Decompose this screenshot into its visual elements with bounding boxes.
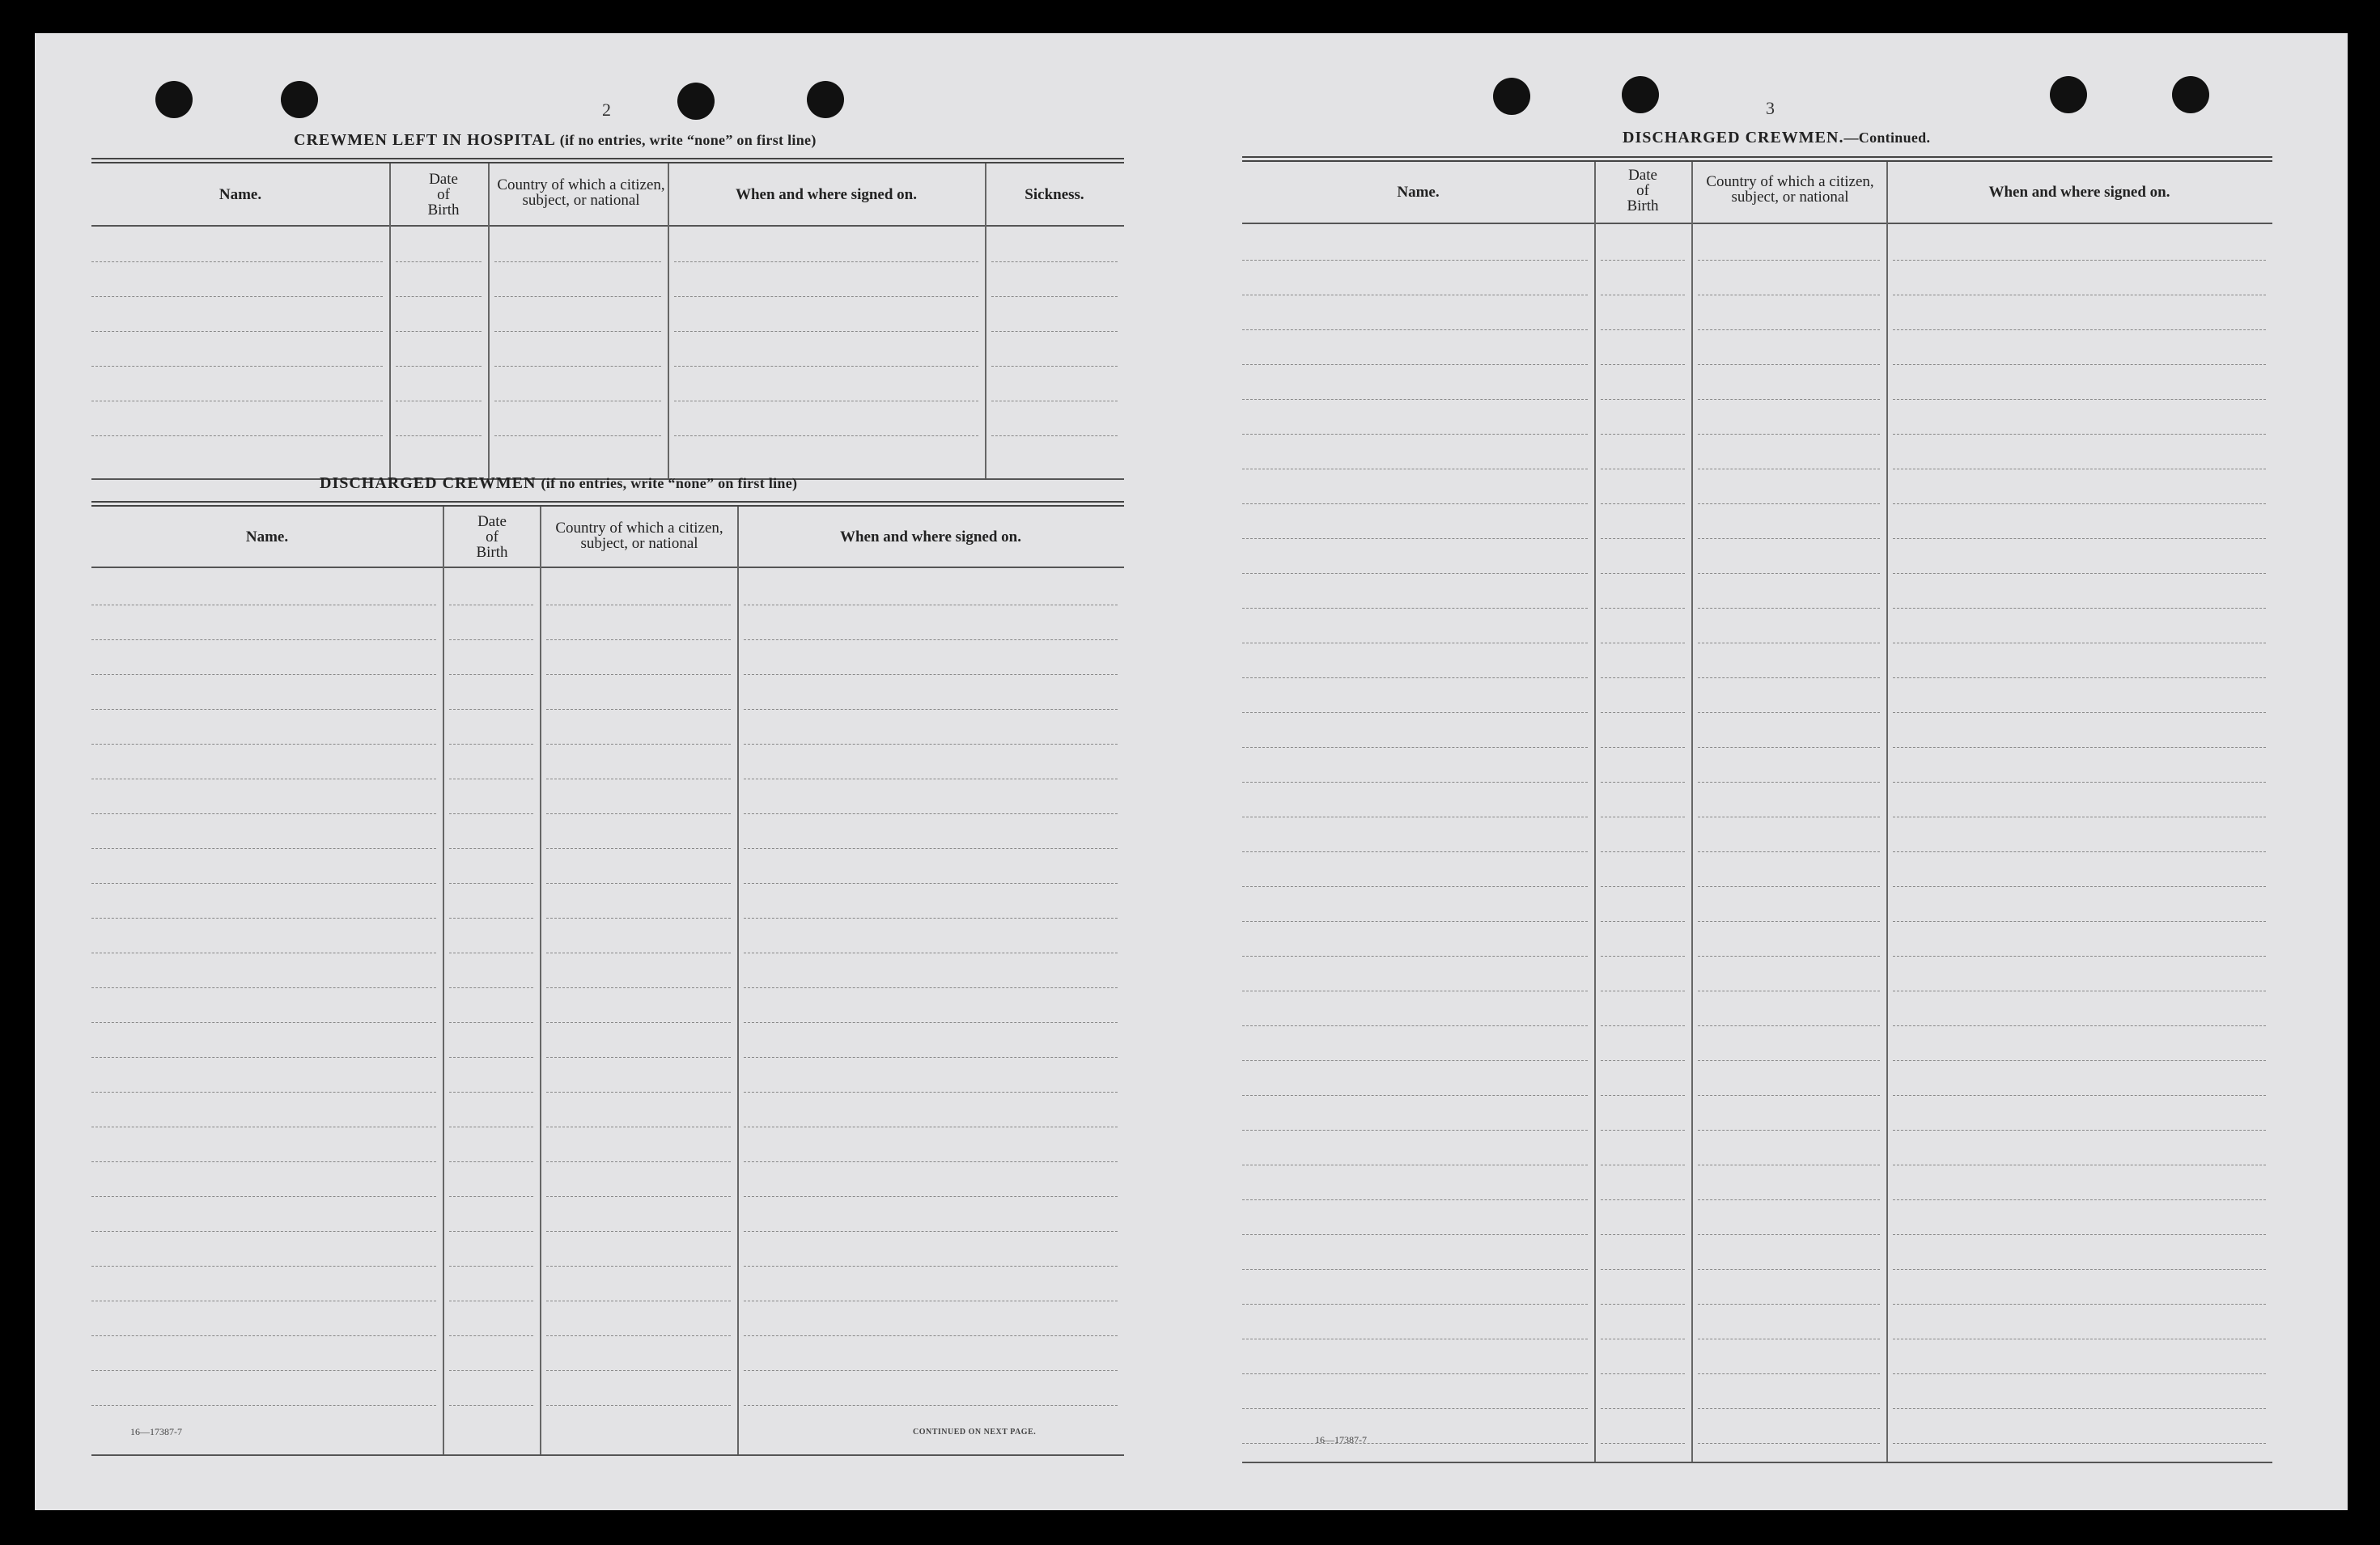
entry-line bbox=[1893, 956, 2266, 957]
entry-line bbox=[1698, 399, 1880, 400]
column-header-country: Country of which a citizen, subject, or national bbox=[497, 176, 665, 209]
discharged-continued-table bbox=[1242, 156, 2272, 1463]
entry-line bbox=[1698, 1199, 1880, 1200]
entry-line bbox=[546, 848, 731, 849]
entry-line bbox=[91, 296, 383, 297]
entry-line bbox=[1893, 538, 2266, 539]
entry-line bbox=[91, 639, 436, 640]
entry-line bbox=[744, 848, 1118, 849]
entry-line bbox=[1601, 329, 1685, 330]
entry-line bbox=[1893, 921, 2266, 922]
entry-line bbox=[449, 1335, 533, 1336]
entry-line bbox=[744, 1231, 1118, 1232]
entry-line bbox=[91, 1057, 436, 1058]
entry-line bbox=[546, 1092, 731, 1093]
entry-line bbox=[744, 987, 1118, 988]
punch-hole bbox=[281, 81, 318, 118]
page-number: 3 bbox=[1766, 98, 1775, 118]
entry-line bbox=[546, 744, 731, 745]
column-header-date-of-birth: Date of Birth bbox=[476, 512, 508, 561]
entry-line bbox=[1242, 956, 1588, 957]
entry-line bbox=[1698, 1060, 1880, 1061]
column-header-country: Country of which a citizen, subject, or national bbox=[555, 520, 723, 552]
entry-line bbox=[1601, 1304, 1685, 1305]
column-header-signed-on: When and where signed on. bbox=[1988, 184, 2170, 201]
entry-line bbox=[1893, 399, 2266, 400]
entry-line bbox=[546, 883, 731, 884]
entry-line bbox=[546, 1266, 731, 1267]
section-title-note: (if no entries, write “none” on first line) bbox=[559, 132, 817, 148]
entry-line bbox=[674, 331, 978, 332]
entry-line bbox=[1893, 260, 2266, 261]
entry-line bbox=[1601, 1060, 1685, 1061]
column-header-date-of-birth: Date of Birth bbox=[427, 170, 460, 219]
entry-line bbox=[1601, 260, 1685, 261]
entry-line bbox=[744, 1370, 1118, 1371]
punch-hole bbox=[1622, 76, 1659, 113]
entry-line bbox=[1601, 712, 1685, 713]
entry-line bbox=[449, 1161, 533, 1162]
form-sheet bbox=[35, 33, 2348, 1510]
entry-line bbox=[1601, 573, 1685, 574]
entry-line bbox=[91, 331, 383, 332]
table-top-rule bbox=[91, 158, 1124, 163]
entry-line bbox=[1698, 538, 1880, 539]
table-header-rule bbox=[1242, 223, 2272, 224]
entry-line bbox=[1893, 851, 2266, 852]
entry-line bbox=[91, 813, 436, 814]
entry-line bbox=[1601, 1234, 1685, 1235]
entry-line bbox=[744, 883, 1118, 884]
entry-line bbox=[1601, 1443, 1685, 1444]
hospital-table bbox=[91, 158, 1124, 480]
entry-line bbox=[91, 1231, 436, 1232]
entry-line bbox=[1242, 434, 1588, 435]
entry-line bbox=[1893, 573, 2266, 574]
entry-line bbox=[1893, 329, 2266, 330]
entry-line bbox=[674, 261, 978, 262]
form-code: 16—17387-7 bbox=[130, 1426, 182, 1437]
entry-line bbox=[1601, 364, 1685, 365]
entry-line bbox=[91, 1196, 436, 1197]
punch-hole bbox=[155, 81, 193, 118]
entry-line bbox=[1698, 329, 1880, 330]
punch-hole bbox=[2050, 76, 2087, 113]
entry-line bbox=[1893, 1234, 2266, 1235]
column-header-signed-on: When and where signed on. bbox=[735, 185, 917, 203]
entry-line bbox=[396, 296, 482, 297]
entry-line bbox=[91, 709, 436, 710]
entry-line bbox=[1698, 434, 1880, 435]
section-title-main: DISCHARGED CREWMEN bbox=[320, 474, 537, 492]
entry-line bbox=[1601, 1408, 1685, 1409]
column-header-name: Name. bbox=[1397, 184, 1440, 201]
section-title-main: DISCHARGED CREWMEN. bbox=[1623, 129, 1844, 146]
entry-line bbox=[449, 674, 533, 675]
entry-line bbox=[1242, 1095, 1588, 1096]
punch-hole bbox=[807, 81, 844, 118]
entry-line bbox=[91, 1161, 436, 1162]
entry-line bbox=[546, 639, 731, 640]
entry-line bbox=[1601, 886, 1685, 887]
entry-line bbox=[546, 1196, 731, 1197]
entry-line bbox=[1893, 1304, 2266, 1305]
column-divider bbox=[1691, 162, 1693, 1462]
column-header-signed-on: When and where signed on. bbox=[839, 528, 1021, 545]
entry-line bbox=[1698, 1373, 1880, 1374]
entry-line bbox=[1242, 1269, 1588, 1270]
entry-line bbox=[449, 744, 533, 745]
column-divider bbox=[389, 163, 391, 478]
entry-line bbox=[91, 1405, 436, 1406]
entry-line bbox=[1893, 747, 2266, 748]
entry-line bbox=[674, 366, 978, 367]
column-divider bbox=[737, 507, 739, 1454]
entry-line bbox=[1698, 364, 1880, 365]
entry-line bbox=[546, 674, 731, 675]
entry-line bbox=[1893, 712, 2266, 713]
entry-line bbox=[1698, 503, 1880, 504]
entry-line bbox=[1242, 399, 1588, 400]
entry-line bbox=[1698, 677, 1880, 678]
entry-line bbox=[546, 1231, 731, 1232]
entry-line bbox=[1698, 1095, 1880, 1096]
column-header-name: Name. bbox=[218, 185, 262, 203]
entry-line bbox=[91, 435, 383, 436]
entry-line bbox=[1893, 608, 2266, 609]
entry-line bbox=[991, 296, 1118, 297]
entry-line bbox=[1601, 1199, 1685, 1200]
entry-line bbox=[1893, 1060, 2266, 1061]
form-code: 16—17387-7 bbox=[1315, 1434, 1367, 1445]
entry-line bbox=[546, 987, 731, 988]
entry-line bbox=[1698, 1269, 1880, 1270]
entry-line bbox=[91, 1022, 436, 1023]
entry-line bbox=[1601, 921, 1685, 922]
entry-line bbox=[449, 639, 533, 640]
entry-line bbox=[1242, 260, 1588, 261]
entry-line bbox=[744, 744, 1118, 745]
column-divider bbox=[1594, 162, 1596, 1462]
entry-line bbox=[494, 261, 661, 262]
entry-line bbox=[1698, 1304, 1880, 1305]
entry-line bbox=[449, 1092, 533, 1093]
entry-line bbox=[396, 261, 482, 262]
entry-line bbox=[1698, 782, 1880, 783]
column-divider bbox=[540, 507, 541, 1454]
entry-line bbox=[546, 1335, 731, 1336]
entry-line bbox=[1893, 434, 2266, 435]
entry-line bbox=[449, 987, 533, 988]
entry-line bbox=[1601, 399, 1685, 400]
entry-line bbox=[1601, 677, 1685, 678]
entry-line bbox=[744, 1022, 1118, 1023]
entry-line bbox=[91, 987, 436, 988]
column-header-sickness: Sickness. bbox=[1025, 185, 1084, 203]
entry-line bbox=[546, 1370, 731, 1371]
entry-line bbox=[1601, 1130, 1685, 1131]
entry-line bbox=[396, 331, 482, 332]
entry-line bbox=[1601, 782, 1685, 783]
entry-line bbox=[1242, 851, 1588, 852]
entry-line bbox=[1698, 851, 1880, 852]
entry-line bbox=[1242, 782, 1588, 783]
column-divider bbox=[443, 507, 444, 1454]
entry-line bbox=[1698, 921, 1880, 922]
entry-line bbox=[449, 1022, 533, 1023]
table-header-rule bbox=[91, 225, 1124, 227]
page-number: 2 bbox=[602, 100, 611, 120]
entry-line bbox=[1601, 1095, 1685, 1096]
table-top-rule bbox=[91, 501, 1124, 507]
entry-line bbox=[744, 1161, 1118, 1162]
entry-line bbox=[1698, 956, 1880, 957]
entry-line bbox=[494, 366, 661, 367]
entry-line bbox=[1698, 1130, 1880, 1131]
discharged-section-title bbox=[320, 474, 797, 493]
continued-note: CONTINUED ON NEXT PAGE. bbox=[913, 1428, 1037, 1437]
entry-line bbox=[1893, 886, 2266, 887]
entry-line bbox=[1893, 1443, 2266, 1444]
entry-line bbox=[991, 366, 1118, 367]
section-title-main: CREWMEN LEFT IN HOSPITAL bbox=[294, 131, 555, 149]
column-divider bbox=[1886, 162, 1888, 1462]
entry-line bbox=[396, 366, 482, 367]
entry-line bbox=[1601, 1025, 1685, 1026]
entry-line bbox=[1242, 573, 1588, 574]
entry-line bbox=[91, 1335, 436, 1336]
entry-line bbox=[449, 883, 533, 884]
entry-line bbox=[91, 848, 436, 849]
entry-line bbox=[1242, 608, 1588, 609]
entry-line bbox=[1242, 1234, 1588, 1235]
entry-line bbox=[91, 674, 436, 675]
entry-line bbox=[991, 331, 1118, 332]
entry-line bbox=[1893, 1025, 2266, 1026]
entry-line bbox=[1698, 608, 1880, 609]
discharged-table bbox=[91, 501, 1124, 1456]
entry-line bbox=[546, 1057, 731, 1058]
entry-line bbox=[1601, 1269, 1685, 1270]
column-header-name: Name. bbox=[245, 528, 289, 545]
entry-line bbox=[674, 435, 978, 436]
left-page bbox=[35, 33, 1200, 1510]
entry-line bbox=[1242, 747, 1588, 748]
entry-line bbox=[744, 1405, 1118, 1406]
entry-line bbox=[674, 296, 978, 297]
entry-line bbox=[1242, 886, 1588, 887]
entry-line bbox=[494, 331, 661, 332]
entry-line bbox=[1601, 608, 1685, 609]
entry-line bbox=[494, 296, 661, 297]
punch-hole bbox=[1493, 78, 1530, 115]
entry-line bbox=[744, 639, 1118, 640]
entry-line bbox=[449, 1196, 533, 1197]
entry-line bbox=[744, 1057, 1118, 1058]
entry-line bbox=[449, 709, 533, 710]
entry-line bbox=[91, 1092, 436, 1093]
entry-line bbox=[546, 813, 731, 814]
entry-line bbox=[449, 1231, 533, 1232]
entry-line bbox=[1893, 364, 2266, 365]
entry-line bbox=[1893, 1269, 2266, 1270]
entry-line bbox=[91, 918, 436, 919]
entry-line bbox=[991, 261, 1118, 262]
entry-line bbox=[744, 709, 1118, 710]
entry-line bbox=[449, 1370, 533, 1371]
entry-line bbox=[1893, 1199, 2266, 1200]
discharged-continued-title bbox=[1623, 129, 1930, 147]
entry-line bbox=[546, 1022, 731, 1023]
entry-line bbox=[1601, 538, 1685, 539]
table-top-rule bbox=[1242, 156, 2272, 162]
entry-line bbox=[91, 744, 436, 745]
punch-hole bbox=[677, 83, 715, 120]
entry-line bbox=[1698, 886, 1880, 887]
column-header-country: Country of which a citizen, subject, or national bbox=[1706, 173, 1874, 206]
entry-line bbox=[744, 813, 1118, 814]
entry-line bbox=[1601, 851, 1685, 852]
entry-line bbox=[1242, 1408, 1588, 1409]
entry-line bbox=[1698, 1025, 1880, 1026]
entry-line bbox=[1242, 364, 1588, 365]
entry-line bbox=[1698, 747, 1880, 748]
entry-line bbox=[91, 261, 383, 262]
entry-line bbox=[744, 918, 1118, 919]
entry-line bbox=[449, 813, 533, 814]
table-header-rule bbox=[91, 567, 1124, 568]
entry-line bbox=[744, 1335, 1118, 1336]
section-title-note: (if no entries, write “none” on first line) bbox=[541, 475, 798, 491]
entry-line bbox=[1242, 677, 1588, 678]
entry-line bbox=[1242, 1130, 1588, 1131]
entry-line bbox=[1242, 1025, 1588, 1026]
entry-line bbox=[1698, 1408, 1880, 1409]
entry-line bbox=[91, 1266, 436, 1267]
entry-line bbox=[91, 1370, 436, 1371]
entry-line bbox=[1242, 329, 1588, 330]
column-divider bbox=[488, 163, 490, 478]
right-page bbox=[1200, 33, 2348, 1510]
entry-line bbox=[1893, 503, 2266, 504]
entry-line bbox=[1893, 677, 2266, 678]
column-header-date-of-birth: Date of Birth bbox=[1627, 166, 1659, 214]
entry-line bbox=[1242, 712, 1588, 713]
entry-line bbox=[1242, 1443, 1588, 1444]
entry-line bbox=[546, 1161, 731, 1162]
entry-line bbox=[1698, 1234, 1880, 1235]
entry-line bbox=[1242, 921, 1588, 922]
entry-line bbox=[1242, 503, 1588, 504]
entry-line bbox=[1601, 747, 1685, 748]
entry-line bbox=[744, 1092, 1118, 1093]
entry-line bbox=[1242, 1304, 1588, 1305]
entry-line bbox=[744, 1196, 1118, 1197]
entry-line bbox=[449, 1405, 533, 1406]
entry-line bbox=[1601, 1373, 1685, 1374]
entry-line bbox=[449, 1266, 533, 1267]
entry-line bbox=[1698, 1443, 1880, 1444]
entry-line bbox=[1698, 573, 1880, 574]
entry-line bbox=[1242, 1060, 1588, 1061]
entry-line bbox=[991, 435, 1118, 436]
entry-line bbox=[1893, 1130, 2266, 1131]
entry-line bbox=[546, 1405, 731, 1406]
section-title-note: —Continued. bbox=[1843, 129, 1931, 146]
entry-line bbox=[1893, 1373, 2266, 1374]
entry-line bbox=[1893, 1095, 2266, 1096]
entry-line bbox=[1698, 260, 1880, 261]
entry-line bbox=[449, 918, 533, 919]
entry-line bbox=[449, 1057, 533, 1058]
entry-line bbox=[1698, 712, 1880, 713]
entry-line bbox=[91, 366, 383, 367]
entry-line bbox=[449, 848, 533, 849]
entry-line bbox=[1893, 1408, 2266, 1409]
entry-line bbox=[1242, 1373, 1588, 1374]
table-bottom-rule bbox=[1242, 1462, 2272, 1463]
entry-line bbox=[91, 883, 436, 884]
entry-line bbox=[1601, 503, 1685, 504]
entry-line bbox=[744, 1266, 1118, 1267]
entry-line bbox=[1242, 1199, 1588, 1200]
entry-line bbox=[744, 674, 1118, 675]
entry-line bbox=[546, 709, 731, 710]
punch-hole bbox=[2172, 76, 2209, 113]
hospital-section-title bbox=[294, 131, 817, 150]
entry-line bbox=[1601, 434, 1685, 435]
entry-line bbox=[1893, 782, 2266, 783]
entry-line bbox=[494, 435, 661, 436]
table-bottom-rule bbox=[91, 1454, 1124, 1456]
entry-line bbox=[396, 435, 482, 436]
entry-line bbox=[1242, 538, 1588, 539]
entry-line bbox=[546, 918, 731, 919]
entry-line bbox=[1601, 956, 1685, 957]
